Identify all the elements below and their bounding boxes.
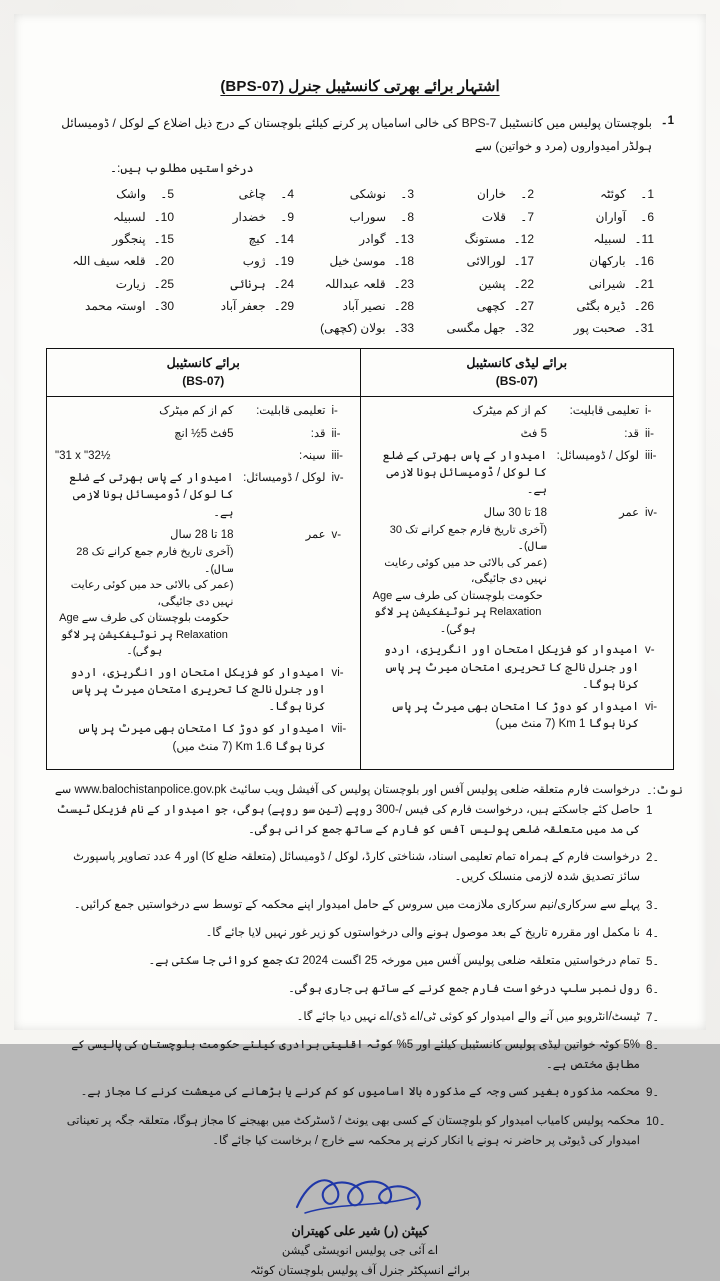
- district-item: [60, 276, 180, 293]
- district-name: قلعہ عبداللہ: [324, 276, 386, 291]
- eligibility-table: [46, 348, 674, 770]
- district-name: قلعہ سیف اللہ: [72, 254, 146, 269]
- district-number: 26۔: [633, 299, 654, 314]
- district-number: 16۔: [633, 254, 654, 269]
- district-name: جھل مگسی: [446, 321, 506, 336]
- criteria-number: v-: [645, 644, 655, 657]
- intro-line-1: بلوچستان پولیس میں کانسٹیبل BPS-7 کی خالی اسامیاں پر کرنے کیلئے بلوچستان کے درج ذیل اضلاع کے لوکل / ڈومیسائل ہولڈر امیدواروں (مرد و خواتین) سے: [61, 115, 652, 153]
- signature-icon: [285, 1167, 435, 1219]
- district-number: 30۔: [153, 299, 174, 314]
- signature-block: [42, 1167, 678, 1281]
- note-number: نوٹ:۔ 1: [646, 784, 683, 818]
- intro-number: 1۔: [660, 114, 674, 127]
- criteria-row: [369, 448, 666, 500]
- signatory-name: کیپٹن (ر) شیر علی کھیتران: [291, 1223, 429, 1238]
- criteria-note: حکومت بلوچستان کی طرف سے Age: [59, 612, 230, 625]
- district-name: مستونگ: [464, 231, 506, 246]
- criteria-note: (عمر کی بالائی حد میں کوئی رعایت نہیں دی جائیگی،: [70, 579, 234, 608]
- district-number: 10۔: [153, 209, 174, 224]
- criteria-value: امیدوار کے پاس بھرتی کے ضلع کا لوکل / ڈومیسائل ہونا لازمی ہے۔: [69, 472, 234, 519]
- district-item: [540, 253, 660, 270]
- criteria-note: حکومت بلوچستان کی طرف سے Age: [372, 589, 543, 602]
- district-number: 15۔: [153, 231, 174, 246]
- note-number: 3۔: [646, 899, 660, 912]
- criteria-number: ii-: [331, 427, 341, 440]
- criteria-value: [55, 527, 234, 660]
- district-item: [300, 253, 420, 270]
- note-item: [48, 895, 672, 916]
- district-item: [420, 320, 540, 337]
- district-number: 22۔: [513, 276, 534, 291]
- district-name: اوستہ محمد: [85, 299, 146, 314]
- criteria-number: iv-: [331, 472, 344, 485]
- note-number: 5۔: [646, 955, 660, 968]
- district-number: 25۔: [153, 276, 174, 291]
- district-number: 27۔: [513, 299, 534, 314]
- district-item: [420, 276, 540, 293]
- district-item: [420, 231, 540, 248]
- district-name: ژوب: [242, 254, 266, 269]
- criteria-value: امیدوار کو دوڑ کا امتحان بھی میرٹ پر پاس کرنا ہوگا 1.6 Km (7 منٹ میں): [77, 723, 326, 753]
- male-header-scale: (BS-07): [182, 374, 225, 388]
- district-item: [300, 276, 420, 293]
- note-text: درخواست فارم متعلقہ ضلعی پولیس آفس اور بلوچستان پولیس کی آفیشل ویب سائیٹ www.balochistanpolice.gov.pk سے حاصل کئے جاسکتے ہیں، درخواست فارم کی فیس /-300 روپے (تین سو روپے) ہوگی، جو امیدوار کے نام فزیکل ٹیسٹ کی مد میں متعلقہ ضلعی پولیس آفس کو فارم کے ساتھ جمع کرانی ہوگی۔: [54, 783, 640, 837]
- district-name: پشین: [478, 276, 506, 291]
- female-criteria-cell: [360, 397, 674, 770]
- district-name: قلات: [481, 209, 506, 224]
- note-item: [48, 1007, 672, 1028]
- district-number: 20۔: [153, 254, 174, 269]
- intro-line-2: درخواستیں مطلوب ہیں:۔: [110, 161, 254, 176]
- criteria-label: قد:: [310, 427, 326, 440]
- district-item: [300, 298, 420, 315]
- district-number: 17۔: [513, 254, 534, 269]
- signatory-designation: اے آئی جی پولیس انویسٹی گیشن: [281, 1245, 439, 1258]
- district-name: ڈیرہ بگٹی: [576, 299, 626, 314]
- note-text: ٹیسٹ/انٹرویو میں آنے والے امیدوار کو کوئی ٹی/اے ڈی/اے نہیں دیا جائے گا۔: [296, 1011, 640, 1024]
- criteria-row: [369, 426, 666, 443]
- intro-paragraph: [50, 112, 674, 180]
- note-text: محکمہ پولیس کامیاب امیدوار کو بلوچستان کے کسی بھی یونٹ / ڈسٹرکٹ میں بھیجنے کا مجاز ہوگا، متعلقہ جگہ پر تعیناتی امیدوار کی ڈیوٹی پر حاضر نہ ہونے یا انکار کرنے پر محکمہ سے خارج / برخاست کیا جائے گا۔: [66, 1114, 640, 1147]
- criteria-note: Relaxation پر نوٹیفکیشن پر لاگو ہوگی)۔: [374, 606, 542, 635]
- district-item: [180, 231, 300, 248]
- criteria-label: لوکل / ڈومیسائل:: [556, 449, 639, 462]
- district-item: [420, 298, 540, 315]
- district-item: [420, 186, 540, 203]
- paper-surface: [14, 14, 706, 1277]
- district-item: [180, 209, 300, 226]
- district-number: 31۔: [633, 321, 654, 336]
- female-column-header: [360, 348, 674, 397]
- criteria-row: [55, 470, 352, 522]
- district-item: [540, 298, 660, 315]
- criteria-number: i-: [331, 405, 338, 418]
- male-header-title: برائے کانسٹیبل: [166, 355, 240, 370]
- district-number: 21۔: [633, 276, 654, 291]
- note-text: 5% کوٹہ خواتین لیڈی پولیس کانسٹیبل کیلئے اور 5% کوٹہ اقلیتی برادری کیلئے حکومت بلوچستان کی پالیسی کے مطابق مختص ہے۔: [71, 1039, 640, 1072]
- note-text: پہلے سے سرکاری/نیم سرکاری ملازمت میں سروس کے حامل امیدوار اپنے محکمہ کے توسط سے درخواستیں جمع کرائیں۔: [73, 898, 640, 911]
- district-item: [540, 186, 660, 203]
- note-item: [48, 979, 672, 1000]
- criteria-note: (عمر کی بالائی حد میں کوئی رعایت نہیں دی جائیگی،: [384, 556, 547, 586]
- criteria-value: 5فٹ 5½ انچ: [174, 427, 234, 440]
- district-name: کچھی: [476, 299, 506, 314]
- criteria-row: [55, 665, 352, 717]
- criteria-label: تعلیمی قابلیت:: [256, 405, 326, 418]
- note-item: [48, 1111, 672, 1151]
- district-name: نوشکی: [349, 187, 386, 202]
- criteria-label: تعلیمی قابلیت:: [569, 405, 639, 418]
- criteria-number: vi-: [645, 701, 658, 714]
- note-number: 6۔: [646, 983, 660, 996]
- district-name: ہرنائی: [230, 276, 266, 291]
- criteria-number: v-: [331, 528, 342, 541]
- district-name: صحبت پور: [573, 321, 626, 336]
- district-name: نصیر آباد: [342, 299, 386, 314]
- female-header-title: برائے لیڈی کانسٹیبل: [466, 355, 568, 370]
- note-text: نا مکمل اور مقررہ تاریخ کے بعد موصول ہونے والی درخواستوں کو زیر غور نہیں لایا جائے گا۔: [205, 926, 640, 939]
- district-name: لورالائی: [466, 254, 506, 269]
- district-number: 11۔: [634, 231, 654, 246]
- district-item: [300, 231, 420, 248]
- district-number: 9۔: [280, 209, 294, 224]
- district-number: 6۔: [640, 209, 654, 224]
- note-text: درخواست فارم کے ہمراہ تمام تعلیمی اسناد، شناختی کارڈ، لوکل / ڈومیسائل (متعلقہ ضلع کا) اور 4 عدد تصاویر پاسپورٹ سائز تصدیق شدہ لازمی منسلک کریں۔: [73, 851, 640, 884]
- district-item: [180, 186, 300, 203]
- criteria-number: iii-: [645, 449, 657, 462]
- table-body-row: [47, 397, 674, 770]
- district-name: بارکھان: [589, 254, 626, 269]
- district-name: چاغی: [238, 187, 266, 202]
- note-number: 8۔: [646, 1040, 660, 1053]
- criteria-value: امیدوار کو دوڑ کا امتحان بھی میرٹ پر پاس کرنا ہوگا 1 Km (7 منٹ میں): [391, 701, 639, 731]
- criteria-value: امیدوار کو فزیکل امتحان اور انگریزی، اردو اور جنرل نالج کا تحریری امتحان میرٹ پر پاس کرنا ہوگا۔: [70, 666, 326, 714]
- notes-list: [48, 780, 683, 1151]
- district-item: [300, 186, 420, 203]
- district-number: 33۔: [393, 321, 414, 336]
- note-item: [48, 1082, 672, 1103]
- district-name: زیارت: [115, 276, 146, 291]
- district-number: 8۔: [400, 209, 414, 224]
- note-text: محکمہ مذکورہ بغیر کسی وجہ کے مذکورہ بالا اسامیوں کو کم کرنے یا بڑھانے کی میعشت کرنے کا مجاز ہے۔: [80, 1086, 640, 1099]
- district-name: سوراب: [349, 209, 386, 224]
- criteria-number: iii-: [331, 449, 343, 462]
- criteria-value: کم از کم میٹرک: [159, 405, 234, 418]
- note-text: تمام درخواستیں متعلقہ ضلعی پولیس آفس میں مورخہ 25 اگست 2024 تک جمع کروائی جا سکتی ہے۔: [148, 954, 640, 967]
- criteria-label: قد:: [624, 427, 639, 440]
- criteria-value: امیدوار کو فزیکل امتحان اور انگریزی، اردو اور جنرل نالج کا تحریری امتحان میرٹ پر پاس کرنا ہوگا۔: [383, 644, 639, 691]
- district-item: [420, 209, 540, 226]
- page-title: اشتہار برائے بھرتی کانسٹیبل جنرل (BPS-07): [220, 78, 500, 95]
- district-item: [300, 209, 420, 226]
- criteria-age-range: 18 تا 28 سال: [170, 528, 234, 541]
- criteria-row: [369, 403, 666, 420]
- note-number: 2۔: [646, 852, 660, 865]
- district-number: 5۔: [160, 187, 174, 202]
- criteria-label: عمر: [305, 528, 326, 541]
- district-item: [300, 320, 420, 337]
- district-item: [420, 253, 540, 270]
- criteria-number: vii-: [331, 723, 347, 736]
- note-item: [48, 847, 672, 887]
- district-name: شیرانی: [588, 276, 626, 291]
- district-number: 13۔: [393, 231, 414, 246]
- district-number: 19۔: [273, 254, 294, 269]
- district-number: 32۔: [513, 321, 534, 336]
- document-content: [42, 60, 683, 1277]
- district-item: [540, 320, 660, 337]
- criteria-label: عمر: [619, 506, 639, 519]
- criteria-number: vi-: [331, 666, 344, 679]
- district-item: [540, 231, 660, 248]
- district-item: [60, 253, 180, 270]
- district-name: کیچ: [248, 231, 266, 246]
- district-name: جعفر آباد: [220, 299, 266, 314]
- criteria-number: iv-: [645, 506, 658, 519]
- district-name: پنجگور: [112, 231, 146, 246]
- district-item: [60, 231, 180, 248]
- district-item: [60, 209, 180, 226]
- district-number: 23۔: [393, 276, 414, 291]
- criteria-number: ii-: [645, 427, 654, 440]
- criteria-value: [369, 505, 548, 638]
- district-number: 2۔: [520, 187, 534, 202]
- districts-grid: [60, 186, 660, 338]
- district-item: [180, 253, 300, 270]
- district-item: [60, 186, 180, 203]
- criteria-label: لوکل / ڈومیسائل:: [243, 472, 326, 485]
- note-item: [48, 951, 672, 972]
- criteria-row: [55, 721, 352, 756]
- criteria-row: [55, 426, 352, 443]
- district-name: خضدار: [232, 209, 266, 224]
- district-item: [540, 276, 660, 293]
- intro-text: [50, 112, 652, 180]
- criteria-number: i-: [645, 405, 652, 418]
- criteria-row: [55, 403, 352, 420]
- district-item: [180, 276, 300, 293]
- district-number: 12۔: [513, 231, 534, 246]
- female-header-scale: (BS-07): [495, 374, 538, 388]
- handwritten-signature: [42, 1167, 678, 1219]
- district-name: آواران: [595, 209, 626, 224]
- district-name: لسبیلہ: [113, 209, 146, 224]
- note-item: [48, 1035, 672, 1075]
- criteria-row: [55, 527, 352, 660]
- note-number: 7۔: [646, 1012, 660, 1025]
- criteria-row: [55, 448, 352, 465]
- criteria-value: "31 x "32½: [55, 449, 111, 462]
- district-name: لسبیلہ: [593, 231, 626, 246]
- district-name: کوئٹہ: [600, 187, 626, 202]
- district-number: 28۔: [393, 299, 414, 314]
- district-name: بولان (کچھی): [320, 321, 386, 336]
- note-number: 4۔: [646, 927, 660, 940]
- district-number: 24۔: [273, 276, 294, 291]
- district-name: موسیٰ خیل: [329, 254, 386, 269]
- district-number: 7۔: [520, 209, 534, 224]
- male-column-header: [47, 348, 361, 397]
- district-item: [180, 298, 300, 315]
- male-criteria-cell: [47, 397, 361, 770]
- criteria-value: کم از کم میٹرک: [472, 405, 547, 418]
- district-number: 1۔: [640, 187, 654, 202]
- district-number: 4۔: [280, 187, 294, 202]
- district-number: 3۔: [400, 187, 414, 202]
- criteria-row: [369, 505, 666, 638]
- district-name: واشک: [116, 187, 146, 202]
- criteria-note: (آخری تاریخ فارم جمع کرانے تک 28 سال)۔: [76, 546, 234, 575]
- criteria-note: Relaxation پر نوٹیفکیشن پر لاگو ہوگی)۔: [60, 628, 228, 658]
- criteria-note: (آخری تاریخ فارم جمع کرانے تک 30 سال)۔: [389, 523, 547, 553]
- district-number: 29۔: [273, 299, 294, 314]
- district-item: [60, 298, 180, 315]
- table-header-row: [47, 348, 674, 397]
- district-number: 18۔: [393, 254, 414, 269]
- note-item: [48, 923, 672, 944]
- criteria-value: امیدوار کے پاس بھرتی کے ضلع کا لوکل / ڈومیسائل ہونا لازمی ہے۔: [382, 449, 547, 497]
- criteria-value: 5 فٹ: [520, 427, 547, 440]
- criteria-age-range: 18 تا 30 سال: [483, 506, 547, 519]
- criteria-row: [369, 642, 666, 694]
- note-number: 10۔: [646, 1115, 666, 1128]
- district-name: گوادر: [359, 231, 386, 246]
- criteria-row: [369, 699, 666, 734]
- district-item: [540, 209, 660, 226]
- criteria-label: سینہ:: [298, 449, 326, 462]
- district-number: 14۔: [273, 231, 294, 246]
- district-name: خاران: [476, 187, 506, 202]
- signatory-for-line: برائے انسپکٹر جنرل آف پولیس بلوچستان کوئٹہ: [250, 1264, 470, 1277]
- note-item: [48, 780, 683, 840]
- note-text: رول نمبر سلپ درخواست فارم جمع کرنے کے ساتھ ہی جاری ہوگی۔: [288, 982, 640, 995]
- note-number: 9۔: [646, 1087, 660, 1100]
